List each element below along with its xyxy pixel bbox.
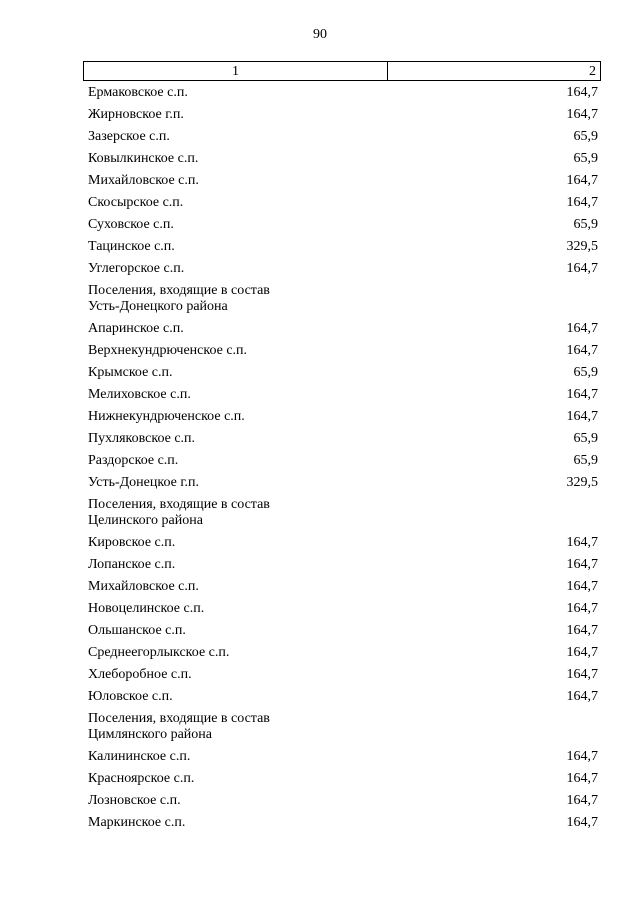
table-row — [88, 129, 598, 151]
settlement-name: Хлеборобное с.п. — [88, 667, 192, 682]
amount-value: 164,7 — [566, 409, 598, 424]
table-row — [88, 579, 598, 601]
settlement-name: Маркинское с.п. — [88, 815, 186, 830]
amount-value: 164,7 — [566, 321, 598, 336]
amount-value: 65,9 — [573, 365, 598, 380]
amount-value: 164,7 — [566, 261, 598, 276]
table-row — [88, 151, 598, 173]
table-row — [88, 749, 598, 771]
settlement-name: Кировское с.п. — [88, 535, 176, 550]
table-column-header — [83, 61, 601, 81]
table-row — [88, 689, 598, 711]
settlement-name: Жирновское г.п. — [88, 107, 184, 122]
amount-value: 164,7 — [566, 793, 598, 808]
table-row — [88, 667, 598, 689]
settlement-name: Ольшанское с.п. — [88, 623, 186, 638]
amount-value: 164,7 — [566, 85, 598, 100]
settlement-name: Раздорское с.п. — [88, 453, 179, 468]
settlement-name: Михайловское с.п. — [88, 173, 199, 188]
group-heading: Поселения, входящие в состав Усть-Донецкого района — [88, 283, 270, 314]
amount-value: 164,7 — [566, 601, 598, 616]
table-row — [88, 261, 598, 283]
table-row — [88, 601, 598, 623]
amount-value: 164,7 — [566, 535, 598, 550]
table-row — [88, 623, 598, 645]
group-heading: Поселения, входящие в состав Цимлянского района — [88, 711, 270, 742]
group-heading: Поселения, входящие в состав Целинского района — [88, 497, 270, 528]
settlement-name: Тацинское с.п. — [88, 239, 175, 254]
amount-value: 164,7 — [566, 815, 598, 830]
settlement-name: Верхнекундрюченское с.п. — [88, 343, 248, 358]
table-row — [88, 195, 598, 217]
group-heading-row — [88, 283, 598, 321]
table-row — [88, 343, 598, 365]
settlement-name: Лозновское с.п. — [88, 793, 181, 808]
table-row — [88, 365, 598, 387]
amount-value: 65,9 — [573, 453, 598, 468]
group-heading-row — [88, 711, 598, 749]
amount-value: 65,9 — [573, 129, 598, 144]
amount-value: 65,9 — [573, 431, 598, 446]
settlement-name: Лопанское с.п. — [88, 557, 176, 572]
table-row — [88, 475, 598, 497]
table-row — [88, 771, 598, 793]
table-row — [88, 387, 598, 409]
settlement-name: Скосырское с.п. — [88, 195, 184, 210]
settlement-name: Апаринское с.п. — [88, 321, 184, 336]
table-row — [88, 535, 598, 557]
settlement-name: Пухляковское с.п. — [88, 431, 196, 446]
table-row — [88, 85, 598, 107]
settlement-name: Юловское с.п. — [88, 689, 173, 704]
amount-value: 164,7 — [566, 557, 598, 572]
settlement-name: Калининское с.п. — [88, 749, 191, 764]
settlement-name: Ковылкинское с.п. — [88, 151, 199, 166]
amount-value: 164,7 — [566, 771, 598, 786]
amount-value: 329,5 — [566, 475, 598, 490]
amount-value: 164,7 — [566, 343, 598, 358]
amount-value: 65,9 — [573, 151, 598, 166]
settlement-name: Новоцелинское с.п. — [88, 601, 205, 616]
amount-value: 329,5 — [566, 239, 598, 254]
table-row — [88, 239, 598, 261]
settlement-name: Углегорское с.п. — [88, 261, 185, 276]
table-row — [88, 557, 598, 579]
table-row — [88, 645, 598, 667]
settlement-name: Ермаковское с.п. — [88, 85, 188, 100]
amount-value: 164,7 — [566, 387, 598, 402]
amount-value: 65,9 — [573, 217, 598, 232]
table-row — [88, 321, 598, 343]
settlement-name: Нижнекундрюченское с.п. — [88, 409, 245, 424]
group-heading-row — [88, 497, 598, 535]
settlement-name: Мелиховское с.п. — [88, 387, 191, 402]
table-row — [88, 217, 598, 239]
amount-value: 164,7 — [566, 107, 598, 122]
settlement-name: Суховское с.п. — [88, 217, 174, 232]
amount-value: 164,7 — [566, 173, 598, 188]
settlement-name: Усть-Донецкое г.п. — [88, 475, 199, 490]
table-row — [88, 453, 598, 475]
amount-value: 164,7 — [566, 195, 598, 210]
settlement-name: Красноярское с.п. — [88, 771, 195, 786]
amount-value: 164,7 — [566, 667, 598, 682]
amount-value: 164,7 — [566, 645, 598, 660]
column-2-header: 2 — [589, 64, 596, 79]
amount-value: 164,7 — [566, 623, 598, 638]
table-row — [88, 815, 598, 837]
table-row — [88, 793, 598, 815]
settlement-name: Зазерское с.п. — [88, 129, 170, 144]
table-row — [88, 107, 598, 129]
amount-value: 164,7 — [566, 689, 598, 704]
amount-value: 164,7 — [566, 579, 598, 594]
settlement-name: Крымское с.п. — [88, 365, 173, 380]
column-1-header: 1 — [84, 62, 388, 80]
page-number: 90 — [313, 27, 327, 42]
amount-value: 164,7 — [566, 749, 598, 764]
table-row — [88, 173, 598, 195]
settlement-name: Среднеегорлыкское с.п. — [88, 645, 230, 660]
table-row — [88, 431, 598, 453]
table-row — [88, 409, 598, 431]
settlement-name: Михайловское с.п. — [88, 579, 199, 594]
table-body — [88, 85, 598, 837]
